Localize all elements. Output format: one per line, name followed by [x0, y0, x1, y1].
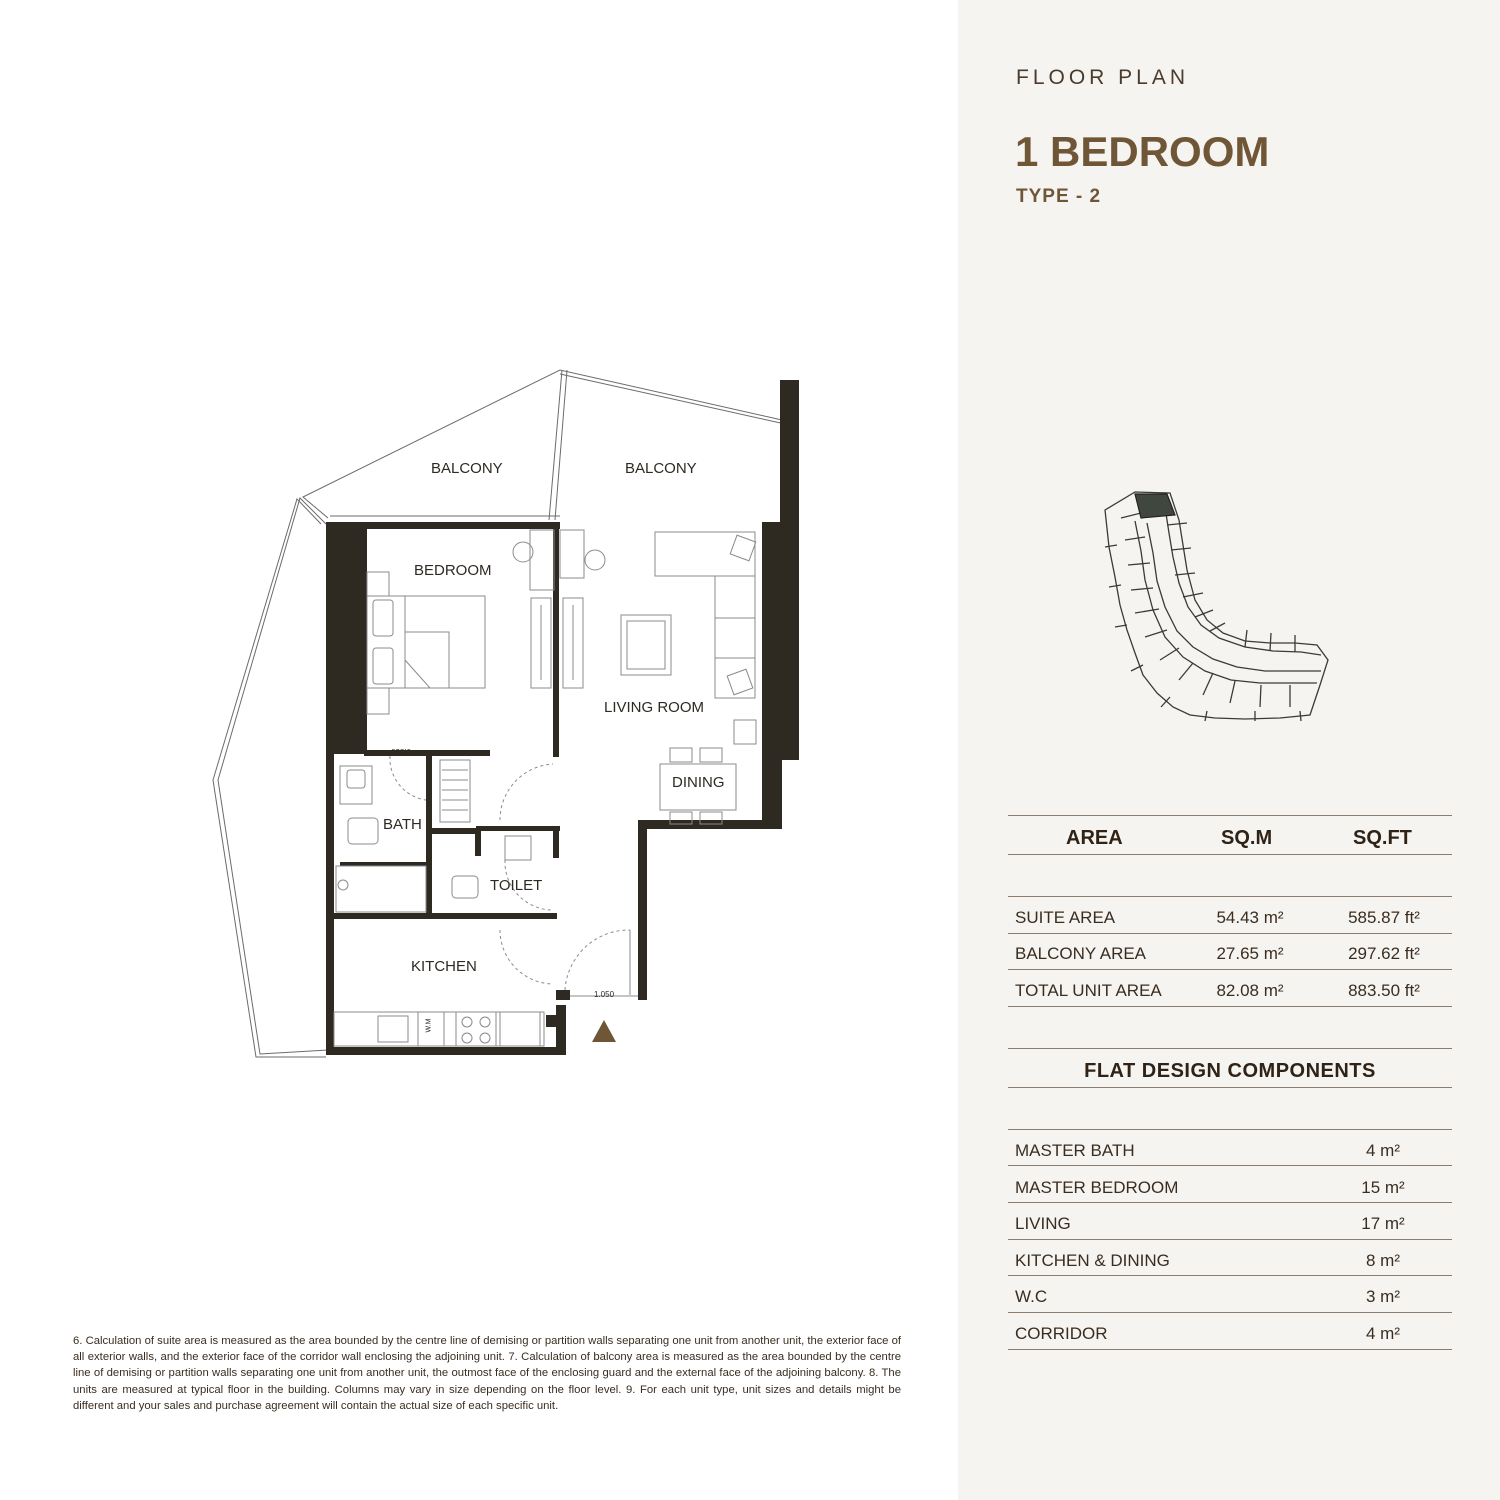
- footnote: 6. Calculation of suite area is measured as the area bounded by the centre line of demising or partition walls separating one unit from another unit, the exterior face of all exterior walls, and the exterior face of the corridor wall enclosing the adjoining unit. 7. Calculation of balcony area is measured as the area bounded by the centre line of demising or partition walls separating one unit from another unit, the outmost face of the enclosing guard and the external face of the adjoining balcony. 8. The units are measured at typical floor in the building. Columns may vary in size depending on the floor level. 9. For each unit type, unit sizes and details might be different and your sales and purchase agreement will contain the actual size of each specific unit.: [73, 1335, 901, 1412]
- suite-area-label: SUITE AREA: [1015, 908, 1116, 927]
- components-table: [1008, 1048, 1452, 1353]
- unit-type: TYPE - 2: [1016, 186, 1102, 207]
- suite-area-sqft: 585.87 ft²: [1348, 908, 1420, 927]
- balcony-left-label: BALCONY: [431, 460, 503, 477]
- bedroom-label: BEDROOM: [414, 562, 492, 579]
- washing-machine-label: W.M: [425, 1018, 433, 1033]
- bath-label: BATH: [383, 816, 422, 833]
- component-label: MASTER BEDROOM: [1015, 1178, 1179, 1197]
- component-value: 3 m²: [1366, 1287, 1400, 1306]
- living-room-label: LIVING ROOM: [604, 699, 705, 716]
- bath-door-dimension: 0.850: [391, 747, 412, 756]
- sqft-header: SQ.FT: [1353, 827, 1412, 849]
- component-label: LIVING: [1015, 1214, 1071, 1233]
- component-value: 4 m²: [1366, 1324, 1400, 1343]
- balcony-right-label: BALCONY: [625, 460, 697, 477]
- area-header: AREA: [1066, 827, 1123, 849]
- area-table: [1008, 815, 1452, 1010]
- balcony-area-sqm: 27.65 m²: [1216, 944, 1284, 963]
- component-value: 17 m²: [1361, 1214, 1405, 1233]
- triangle-up-icon: [592, 1020, 616, 1042]
- component-label: MASTER BATH: [1015, 1141, 1135, 1160]
- dining-label: DINING: [672, 774, 725, 791]
- total-area-sqm: 82.08 m²: [1216, 981, 1284, 1000]
- suite-area-sqm: 54.43 m²: [1216, 908, 1284, 927]
- floor-plan-drawing: [200, 360, 820, 1070]
- building-keyplan-icon: [1095, 485, 1335, 725]
- toilet-label: TOILET: [490, 877, 543, 894]
- balcony-area-label: BALCONY AREA: [1015, 944, 1147, 963]
- page-title: 1 BEDROOM: [1015, 128, 1270, 175]
- balcony-area-sqft: 297.62 ft²: [1348, 944, 1420, 963]
- component-value: 15 m²: [1361, 1178, 1405, 1197]
- component-label: CORRIDOR: [1015, 1324, 1108, 1343]
- component-value: 8 m²: [1366, 1251, 1400, 1270]
- section-eyebrow: FLOOR PLAN: [1016, 66, 1190, 89]
- component-label: KITCHEN & DINING: [1015, 1251, 1170, 1270]
- sqm-header: SQ.M: [1221, 827, 1273, 849]
- component-label: W.C: [1015, 1287, 1048, 1306]
- kitchen-label: KITCHEN: [411, 958, 477, 975]
- entry-door-dimension: 1.050: [594, 990, 615, 999]
- total-area-label: TOTAL UNIT AREA: [1015, 981, 1162, 1000]
- total-area-sqft: 883.50 ft²: [1348, 981, 1420, 1000]
- components-title: FLAT DESIGN COMPONENTS: [1084, 1060, 1376, 1082]
- component-value: 4 m²: [1366, 1141, 1400, 1160]
